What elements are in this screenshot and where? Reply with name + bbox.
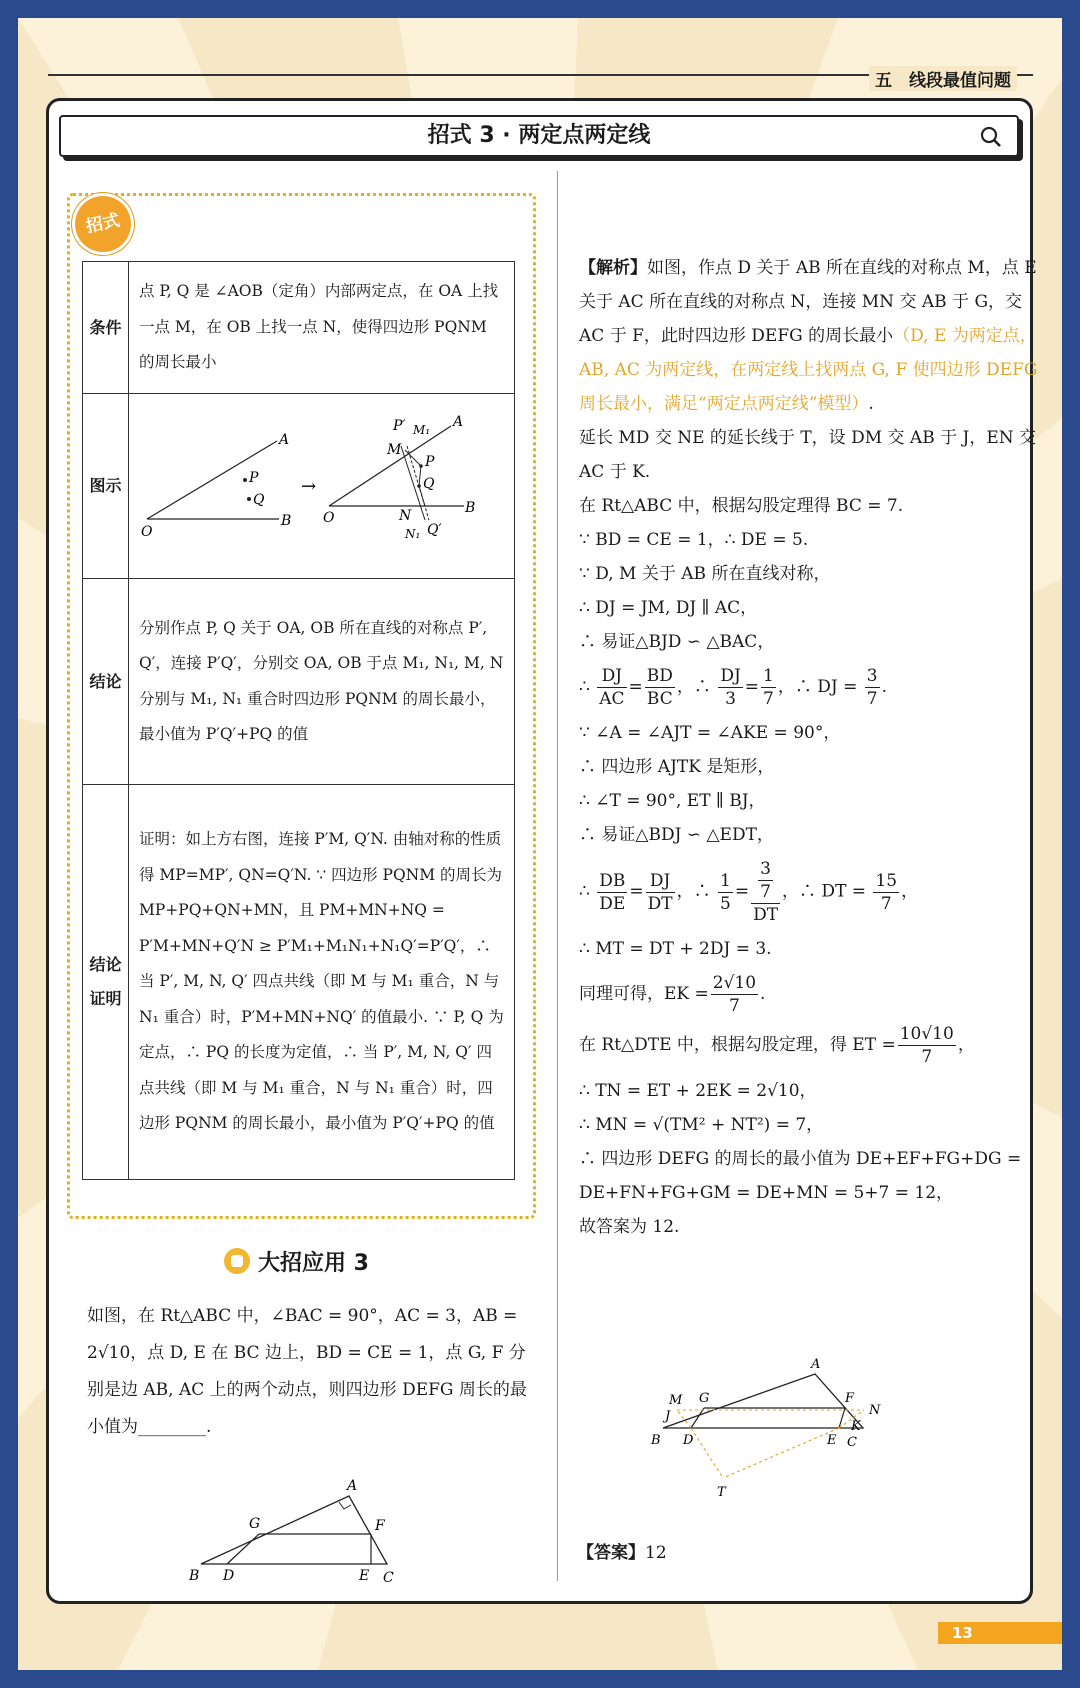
solution-line: 延长 MD 交 NE 的延长线于 T，设 DM 交 AB 于 J，EN 交 AC 于 K. [579, 428, 1037, 482]
solution-line: 在 Rt△ABC 中，根据勾股定理得 BC = 7. [579, 496, 904, 516]
chapter-title: 五 线段最值问题 [869, 66, 1017, 91]
label-M: M [387, 442, 402, 458]
application-icon [224, 1248, 250, 1274]
label-O: O [141, 524, 153, 540]
arrow: → [301, 476, 317, 497]
label-G: G [249, 1516, 261, 1532]
label-A: A [811, 1357, 821, 1372]
label-D: D [223, 1568, 235, 1584]
method-table [82, 261, 515, 1180]
row-label-line1: 结论 [89, 955, 122, 974]
solution-line: ∵ D, M 关于 AB 所在直线对称， [579, 564, 831, 584]
search-icon[interactable] [979, 125, 1003, 149]
label-Qp: Q′ [427, 522, 442, 538]
label-N1: N₁ [405, 527, 421, 541]
label-P: P [249, 470, 259, 486]
table-row-proof [83, 785, 515, 1180]
solution-line: ∴ 四边形 AJTK 是矩形， [579, 757, 775, 777]
table-row-conclusion [83, 579, 515, 785]
solution [579, 251, 1049, 1244]
section-heading [224, 1246, 369, 1277]
solution-line: ∵ BD = CE = 1，∴ DE = 5. [579, 530, 809, 550]
label-B2: B [465, 500, 476, 516]
fraction: $\frac{10√10}{7}$ [899, 1024, 954, 1067]
label-A: A [347, 1478, 358, 1494]
method-title: 招式 3 · 两定点两定线 [427, 123, 651, 148]
row-label [83, 785, 129, 1180]
conclusion-text: 分别作点 P, Q 关于 OA, OB 所在直线的对称点 P′, Q′，连接 P′Q′，分别交 OA, OB 于点 M₁, N₁, M, N 分别与 M₁, N₁ 重合时四边形 PQNM 的周长最小，最小值为 P′Q′+PQ 的值 [129, 579, 515, 785]
fraction-line-2: ∴ $\frac{DB}{DE}$ = $\frac{DJ}{DT}$ ，∴ $\frac{1}{5}$ = $\frac{\frac{3}{7}}{DT}$ ，∴ DT = $\frac{15}{7}$ ， [579, 859, 919, 925]
column-divider [557, 171, 558, 1581]
label-M: M [669, 1393, 683, 1408]
label-C: C [847, 1435, 857, 1450]
label-E: E [359, 1568, 370, 1584]
fraction-line-4: 在 Rt△DTE 中，根据勾股定理，得 ET = $\frac{10√10}{7}$ ， [579, 1024, 975, 1067]
fraction: $\frac{1}{7}$ [763, 666, 774, 709]
answer [577, 1538, 667, 1563]
fraction: $\frac{DJ}{DT}$ [647, 870, 673, 914]
solution-tag: 【解析】 [579, 258, 647, 278]
row-label: 结论 [83, 579, 129, 785]
label-C: C [383, 1570, 394, 1586]
solution-line: ∴ MT = DT + 2DJ = 3. [579, 939, 772, 959]
table-row-condition [83, 262, 515, 394]
answer-tag: 【答案】 [577, 1543, 645, 1563]
solution-note: （D, E 为两定点，AB, AC 为两定线，在两定线上找两点 G, F 使四边形 DEFG 周长最小，满足“两定点两定线”模型） [579, 326, 1038, 414]
label-B: B [189, 1568, 200, 1584]
solution-intro [579, 251, 1049, 421]
label-M1: M₁ [413, 423, 431, 437]
proof-text: 证明：如上方右图，连接 P′M, Q′N. 由轴对称的性质得 MP=MP′, QN=Q′N. ∵ 四边形 PQNM 的周长为 MP+PQ+QN+MN，且 PM+MN+NQ = P′M+MN+Q′N ≥ P′M₁+M₁N₁+N₁Q′=P′Q′，∴ 当 P′, M, N, Q′ 四点共线（即 M 与 M₁ 重合，N 与 N₁ 重合）时，P′M+MN+NQ′ 的值最小. ∵ P, Q 为定点，∴ PQ 的长度为定值，∴ 当 P′, M, N, Q′ 四点共线（即 M 与 M₁ 重合，N 与 N₁ 重合）时，四边形 PQNM 的周长最小，最小值为 P′Q′+PQ 的值 [129, 785, 515, 1180]
label-Q2: Q [423, 476, 435, 492]
label-E: E [827, 1433, 837, 1448]
method-badge: 招式 [70, 191, 136, 257]
figure-cell [129, 394, 515, 579]
solution-line: ∴ 易证△BDJ ∽ △EDT， [579, 825, 774, 845]
solution-line: ∵ ∠A = ∠AJT = ∠AKE = 90°， [579, 723, 841, 743]
fraction: $\frac{DJ}{AC}$ [599, 666, 625, 709]
label-G: G [699, 1391, 710, 1406]
content-card [46, 98, 1038, 1604]
label-D: D [683, 1433, 694, 1448]
label-A: A [279, 432, 290, 448]
solution-line: ∴ DJ = JM, DJ ∥ AC， [579, 598, 758, 618]
solution-diagram [649, 1356, 909, 1506]
solution-line: ∴ MN = √(TM² + NT²) = 7， [579, 1115, 824, 1135]
row-label: 图示 [83, 394, 129, 579]
label-J: J [665, 1409, 671, 1424]
solution-line: ∴ 易证△BJD ∽ △BAC， [579, 632, 775, 652]
fraction: $\frac{2√10}{7}$ [712, 973, 757, 1016]
label-B: B [281, 513, 292, 529]
label-Q: Q [253, 492, 265, 508]
fig1 [141, 432, 291, 540]
section-title: 大招应用 3 [258, 1251, 369, 1276]
solution-line: ∴ TN = ET + 2EK = 2√10， [579, 1081, 817, 1101]
label-T: T [717, 1485, 726, 1500]
solution-line: 故答案为 12. [579, 1217, 680, 1237]
label-B: B [651, 1433, 661, 1448]
fraction: $\frac{15}{7}$ [875, 870, 898, 914]
table-row-figure [83, 394, 515, 579]
fig2 [323, 414, 475, 541]
fraction: $\frac{DJ}{3}$ [720, 666, 741, 709]
fraction: $\frac{DB}{DE}$ [599, 870, 626, 914]
solution-intro-text: 如图，作点 D 关于 AB 所在直线的对称点 M，点 E 关于 AC 所在直线的对称点 N，连接 MN 交 AB 于 G，交 AC 于 F，此时四边形 DEFG 的周长最小 [579, 258, 1037, 346]
compound-fraction: $\frac{\frac{3}{7}}{DT}$ [753, 859, 779, 925]
answer-value: 12 [645, 1543, 667, 1563]
solution-line: ∴ ∠T = 90°, ET ∥ BJ， [579, 791, 766, 811]
label-Pp: P′ [393, 418, 406, 434]
fraction-line-3: 同理可得，EK = $\frac{2√10}{7}$ . [579, 973, 766, 1016]
label-K: K [851, 1419, 861, 1434]
label-F: F [375, 1518, 385, 1534]
condition-text: 点 P, Q 是 ∠AOB（定角）内部两定点，在 OA 上找一点 M，在 OB 上找一点 N，使得四边形 PQNM 的周长最小 [129, 262, 515, 394]
row-label: 条件 [83, 262, 129, 394]
solution-intro-end: . [868, 394, 874, 414]
row-label-line2: 证明 [89, 989, 122, 1008]
fraction-line-1: ∴ $\frac{DJ}{AC}$ = $\frac{BD}{BC}$ ，∴ $\frac{DJ}{3}$ = $\frac{1}{7}$ ，∴ DJ = $\frac{3}{7}$ . [579, 666, 887, 709]
label-N: N [399, 508, 412, 524]
method-title-bar [59, 115, 1019, 157]
label-P2: P [425, 454, 435, 470]
fraction: $\frac{BD}{BC}$ [646, 666, 673, 709]
fraction: $\frac{3}{7}$ [866, 666, 878, 709]
label-F: F [845, 1391, 855, 1406]
label-N: N [869, 1403, 881, 1418]
page [18, 18, 1062, 1670]
solution-line: ∴ 四边形 DEFG 的周长的最小值为 DE+EF+FG+DG = DE+FN+FG+GM = DE+MN = 5+7 = 12， [579, 1149, 1022, 1203]
problem-text: 如图，在 Rt△ABC 中，∠BAC = 90°，AC = 3，AB = 2√10，点 D, E 在 BC 边上，BD = CE = 1，点 G, F 分别是边 AB, AC 上的两个动点，则四边形 DEFG 周长的最小值为________. [87, 1306, 527, 1437]
method-diagram [129, 394, 514, 574]
page-number: 13 [938, 1622, 1062, 1644]
label-A2: A [453, 414, 464, 430]
problem-diagram [189, 1476, 409, 1586]
label-O2: O [323, 510, 335, 526]
fraction: $\frac{1}{5}$ [719, 870, 731, 914]
